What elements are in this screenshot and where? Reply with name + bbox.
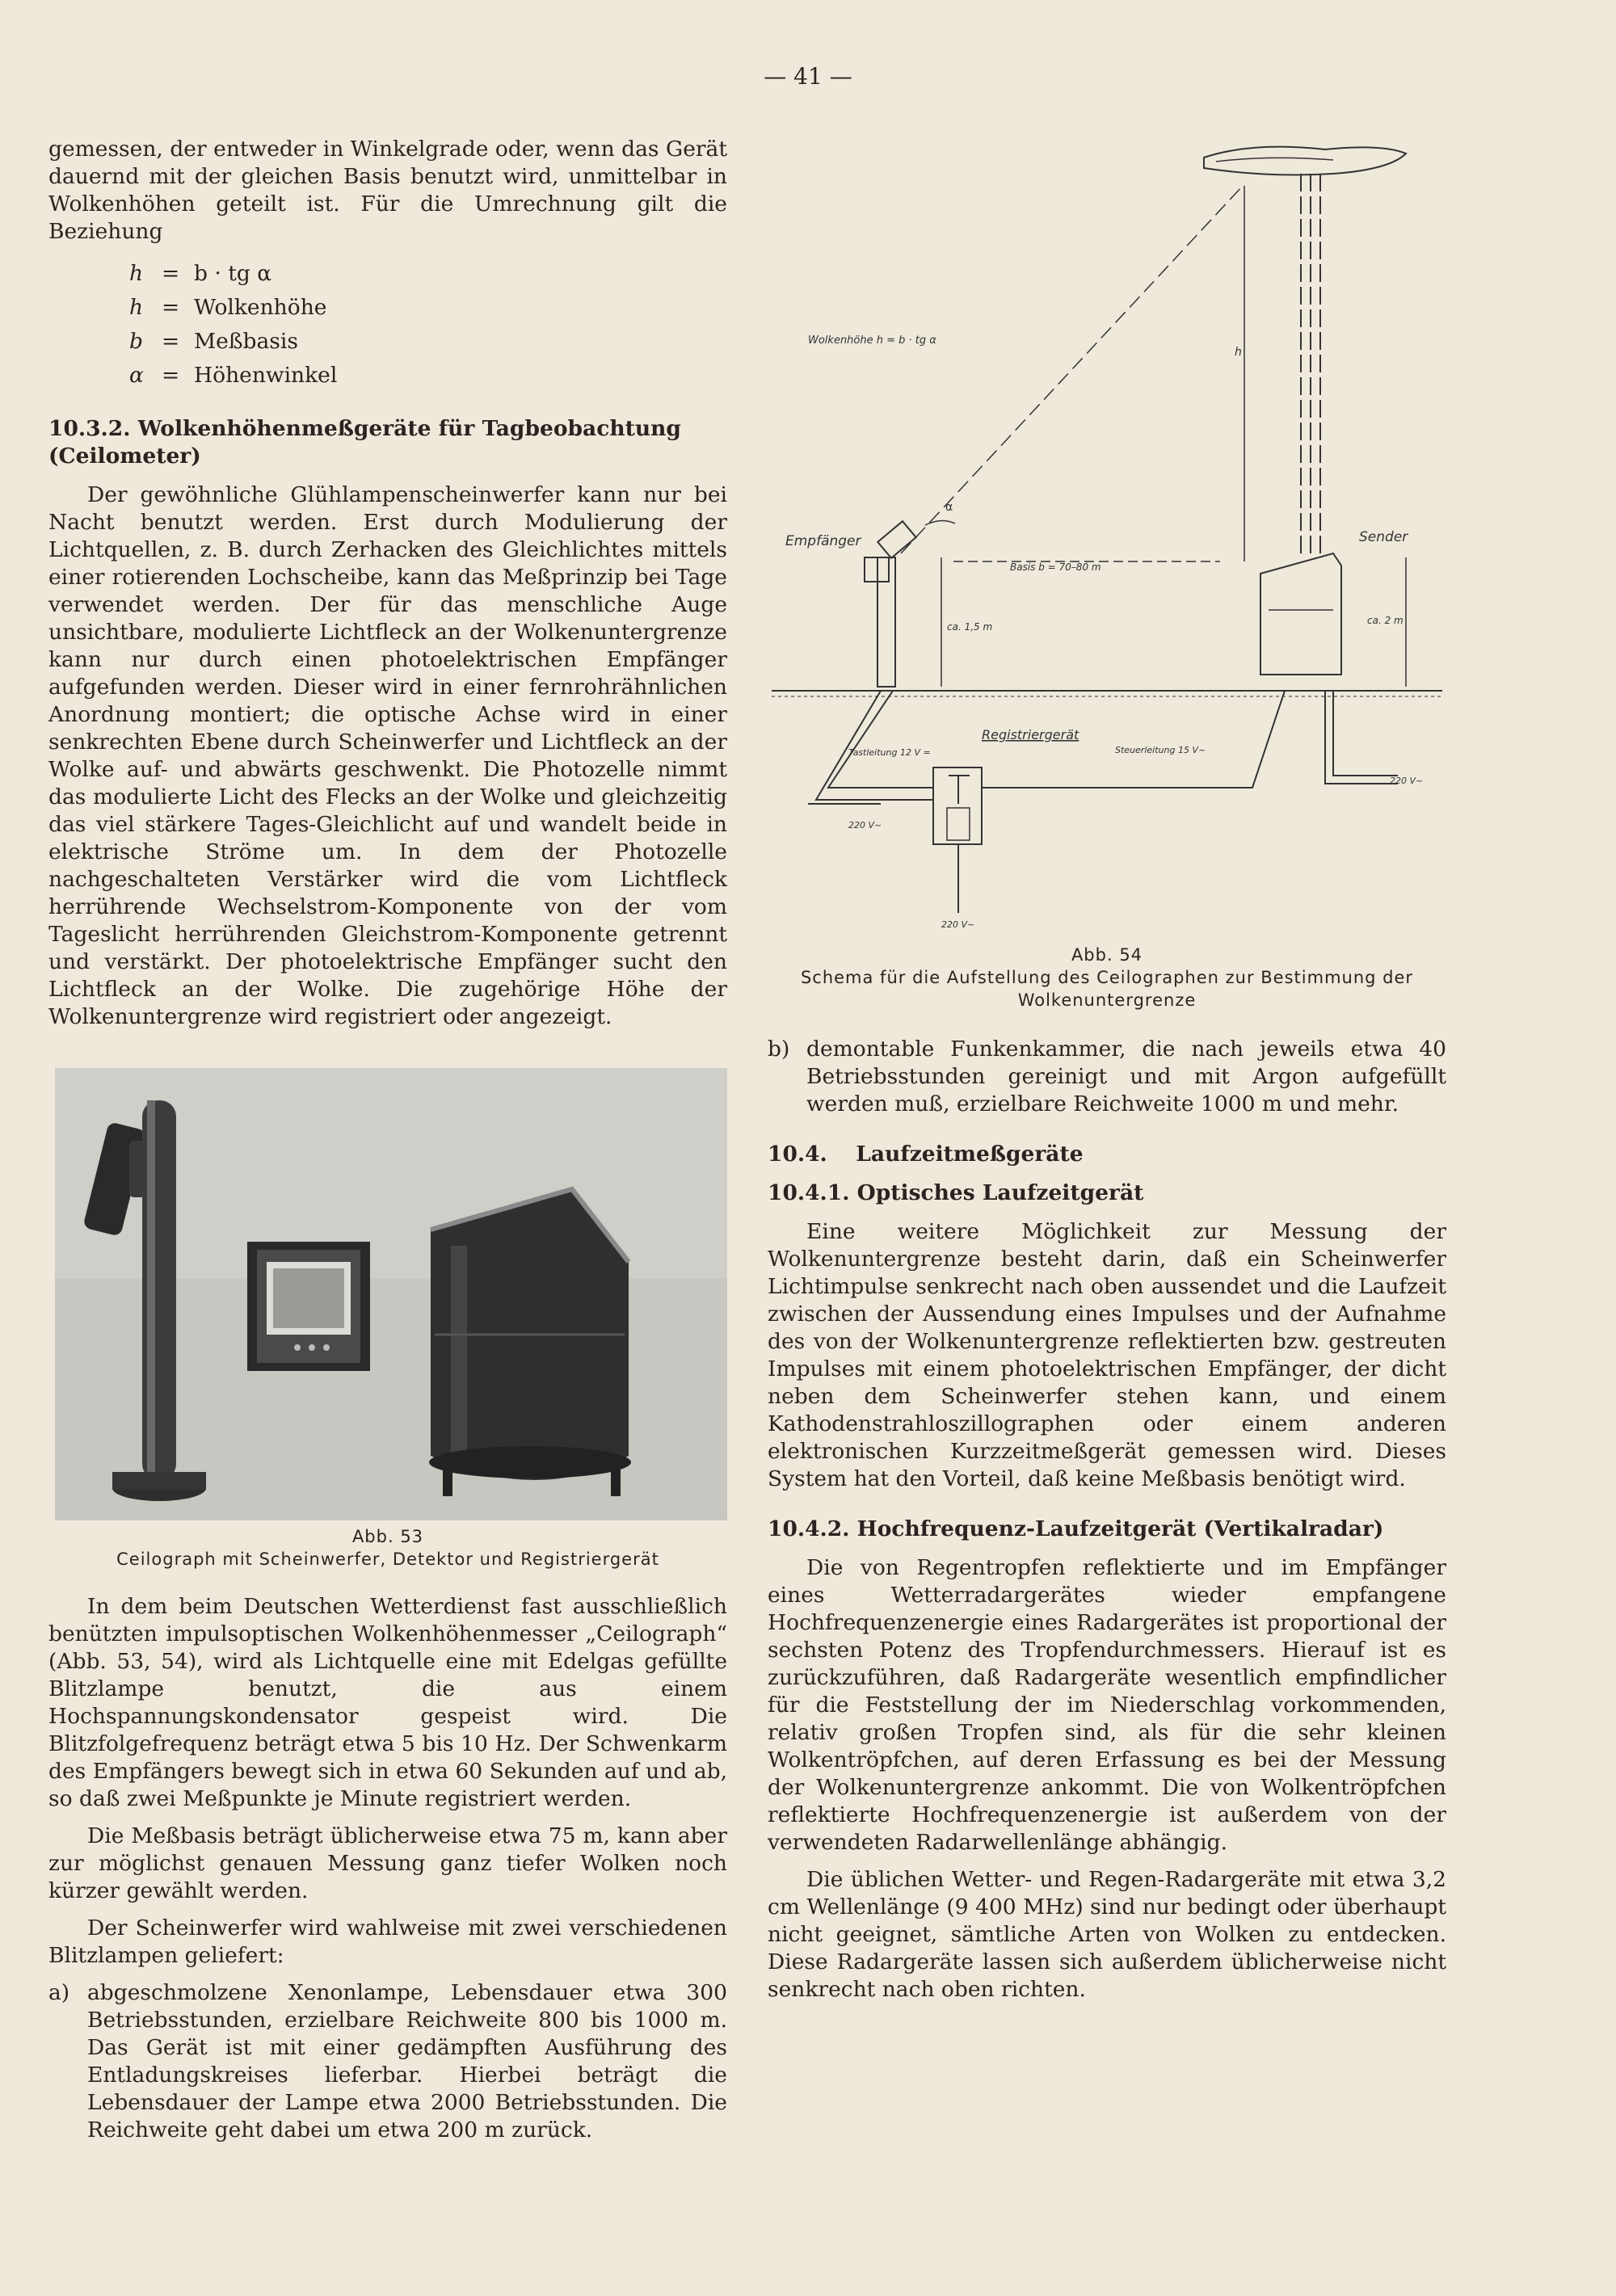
v220-a-label: 220 V~ [848,820,882,831]
basis-label: Basis b = 70–80 m [1010,561,1101,573]
formula-lhs: h [129,261,144,286]
section-number: 10.4.1. [768,1180,850,1205]
formula-block [129,257,727,393]
formula-rhs: Höhenwinkel [194,363,338,388]
figure-53-caption [48,1525,727,1571]
figure-53-label: Abb. 53 [351,1527,424,1546]
section-title: Hochfrequenz-Laufzeitgerät (Vertikalradar) [856,1516,1384,1541]
formula-row [129,291,727,325]
formula-row [129,359,727,393]
formula-rhs: b · tg α [194,261,272,286]
height-sender-label: ca. 2 m [1367,615,1403,626]
section-title: Laufzeitmeßgeräte [856,1142,1084,1167]
height-receiver-label: ca. 1,5 m [947,621,993,633]
formula-rhs: Wolkenhöhe [194,295,327,320]
recorder-box [247,1242,370,1371]
sender-label: Sender [1359,529,1408,545]
section-heading-104 [768,1141,1446,1168]
v220-c-label: 220 V~ [941,919,975,930]
section-number: 10.4.2. [768,1516,850,1541]
formula-eq: = [162,329,180,354]
diagram-svg [768,137,1446,937]
list-text: demontable Funkenkammer, die nach jeweils etwa 40 Betriebsstunden gereinigt und mit Argon aufgefüllt werden muß, erzielbare Reichweite 1000 m und mehr. [806,1037,1446,1116]
section-heading-1042 [768,1516,1446,1543]
v220-b-label: 220 V~ [1390,776,1424,786]
ceilograph-diagram [768,137,1446,937]
ceilograph-photo [55,1068,727,1520]
list-label: a) [48,1980,70,2005]
messbasis-paragraph: Die Meßbasis beträgt üblicherweise etwa 75 m, kann aber zur möglichst genauen Messung ganz tiefer Wolken noch kürzer gewählt werden. [48,1823,727,1903]
alpha-label: α [945,501,953,514]
sight-line [901,186,1243,553]
section-heading-1032 [48,415,727,470]
section-title: Optisches Laufzeitgerät [856,1180,1144,1205]
h-label: h [1235,346,1242,359]
section-1042-body1: Die von Regentropfen reflektierte und im Empfänger eines Wetterradargerätes wieder empfangene Hochfrequenzenergie eines Radargerätes ist proportional der sechsten Potenz des Tropfendurchmessers. Hierauf ist es zurückzuführen, daß Radargeräte wesentlich empfindlicher für die Feststellung der im Niederschlag vorkommenden, relativ großen Tropfen sind, als für die sehr kleinen Wolkentröpfchen, auf deren Erfassung es bei der Messung der Wolkenuntergrenze ankommt. Die von Wolkentröpfchen reflektierte Hochfrequenzenergie ist außerdem von der verwendeten Radarwellenlänge abhängig. [768,1555,1446,1855]
sender-unit [1260,529,1408,675]
formula-row [129,325,727,359]
list-item-b [768,1036,1446,1118]
formula-label: Wolkenhöhe h = b · tg α [808,334,936,347]
cloud-shape [1204,147,1406,175]
formula-eq: = [162,363,180,388]
section-heading-1041 [768,1180,1446,1207]
formula-rhs: Meßbasis [194,329,298,354]
receiver-label: Empfänger [785,533,861,549]
figure-54-label: Abb. 54 [1071,945,1143,965]
section-1032-body: Der gewöhnliche Glühlampenscheinwerfer kann nur bei Nacht benutzt werden. Erst durch Modulierung der Lichtquellen, z. B. durch Zerhacken des Gleichlichtes mittels einer rotierenden Lochscheibe, kann das Meßprinzip bei Tage verwendet werden. Der für das menschliche Auge unsichtbare, modulierte Lichtfleck an der Wolkenuntergrenze kann nur durch einen photoelektrischen Empfänger aufgefunden werden. Dieser wird in einer fernrohrähnlichen Anordnung montiert; die optische Achse wird in einer senkrechten Ebene durch Scheinwerfer und Lichtfleck an der Wolke auf- und abwärts geschwenkt. Die Photozelle nimmt das modulierte Licht des Flecks an der Wolke und gleichzeitig das viel stärkere Tages-Gleichlicht auf und wandelt beide in elektrische Ströme um. In dem der Photozelle nachgeschalteten Verstärker wird die vom Lichtfleck herrührende Wechselstrom-Komponente von der vom Tageslicht herrührenden Gleichstrom-Komponente getrennt und verstärkt. Der photoelektrische Empfänger sucht den Lichtfleck an der Wolke. Die zugehörige Höhe der Wolkenuntergrenze wird registriert oder angezeigt. [48,482,727,1029]
formula-eq: = [162,261,180,286]
page-number: — 41 — [764,63,852,90]
cable-power-sender [1325,691,1398,784]
section-number: 10.3.2. [48,416,131,441]
section-1041-body: Eine weitere Möglichkeit zur Messung der Wolkenuntergrenze besteht darin, daß ein Scheinwerfer Lichtimpulse senkrecht nach oben aussendet und die Laufzeit zwischen der Aussendung eines Impulses und der Aufnahme des von der Wolkenuntergrenze reflektierten bzw. gestreuten Impulses mit einem photoelektrischen Empfänger, der dicht neben dem Scheinwerfer stehen kann, und einem Kathodenstrahloszillographen oder einem anderen elektronischen Kurzzeitmeßgerät gemessen wird. Dieses System hat den Vorteil, daß keine Meßbasis benötigt wird. [768,1219,1446,1491]
ceilograph-paragraph: In dem beim Deutschen Wetterdienst fast ausschließlich benützten impulsoptischen Wolkenhöhenmesser „Ceilograph“ (Abb. 53, 54), wird als Lichtquelle eine mit Edelgas gefüllte Blitzlampe benutzt, die aus einem Hochspannungskondensator gespeist wird. Die Blitzfolgefrequenz beträgt etwa 5 bis 10 Hz. Der Schwenkarm des Empfängers bewegt sich in etwa 60 Sekunden auf und ab, so daß zwei Meßpunkte je Minute registriert werden. [48,1594,727,1811]
left-column-top [48,136,727,1041]
recorder-unit [933,727,1079,913]
scheinwerfer-paragraph: Der Scheinwerfer wird wahlweise mit zwei verschiedenen Blitzlampen geliefert: [48,1915,727,1968]
ceilograph-photo-illustration [55,1068,727,1520]
figure-54-caption [768,944,1446,1011]
figure-53-text: Ceilograph mit Scheinwerfer, Detektor und Registriergerät [116,1550,659,1569]
right-column [768,1036,1446,2013]
formula-lhs: b [129,329,143,354]
cable-test [816,691,933,800]
recorder-label: Registriergerät [982,727,1079,742]
list-text: abgeschmolzene Xenonlampe, Lebensdauer etwa 300 Betriebsstunden, erzielbare Reichweite 800 bis 1000 m. Das Gerät ist mit einer gedämpften Ausführung des Entladungskreises lieferbar. Hierbei beträgt die Lebensdauer der Lampe etwa 2000 Betriebsstunden. Die Reichweite geht dabei um etwa 200 m zurück. [87,1980,727,2143]
section-1042-body2: Die üblichen Wetter- und Regen-Radargeräte mit etwa 3,2 cm Wellenlänge (9 400 MHz) sind nur bedingt oder überhaupt nicht geeignet, sämtliche Arten von Wolken zu entdecken. Diese Radargeräte lassen sich außerdem üblicherweise nicht senkrecht nach oben richten. [768,1867,1446,2002]
left-column-bottom [48,1593,727,2152]
formula-row [129,257,727,291]
list-item-a [48,1979,727,2144]
receiver-unit [785,521,916,687]
formula-lhs: h [129,295,144,320]
formula-lhs: α [129,363,144,388]
test-line-label: Tastleitung 12 V = [848,747,931,758]
searchlight-drum [429,1189,631,1496]
control-line-label: Steuerleitung 15 V~ [1115,745,1206,755]
intro-paragraph: gemessen, der entweder in Winkelgrade oder, wenn das Gerät dauernd mit der gleichen Basis benutzt wird, unmittelbar in Wolkenhöhen geteilt ist. Für die Umrechnung gilt die Beziehung [48,137,727,244]
section-title: Wolkenhöhenmeßgeräte für Tagbeobachtung (Ceilometer) [48,416,681,469]
section-number: 10.4. [768,1142,827,1167]
formula-eq: = [162,295,180,320]
figure-54-text: Schema für die Aufstellung des Ceilographen zur Bestimmung der Wolkenuntergrenze [800,968,1414,1010]
list-label: b) [768,1037,790,1062]
